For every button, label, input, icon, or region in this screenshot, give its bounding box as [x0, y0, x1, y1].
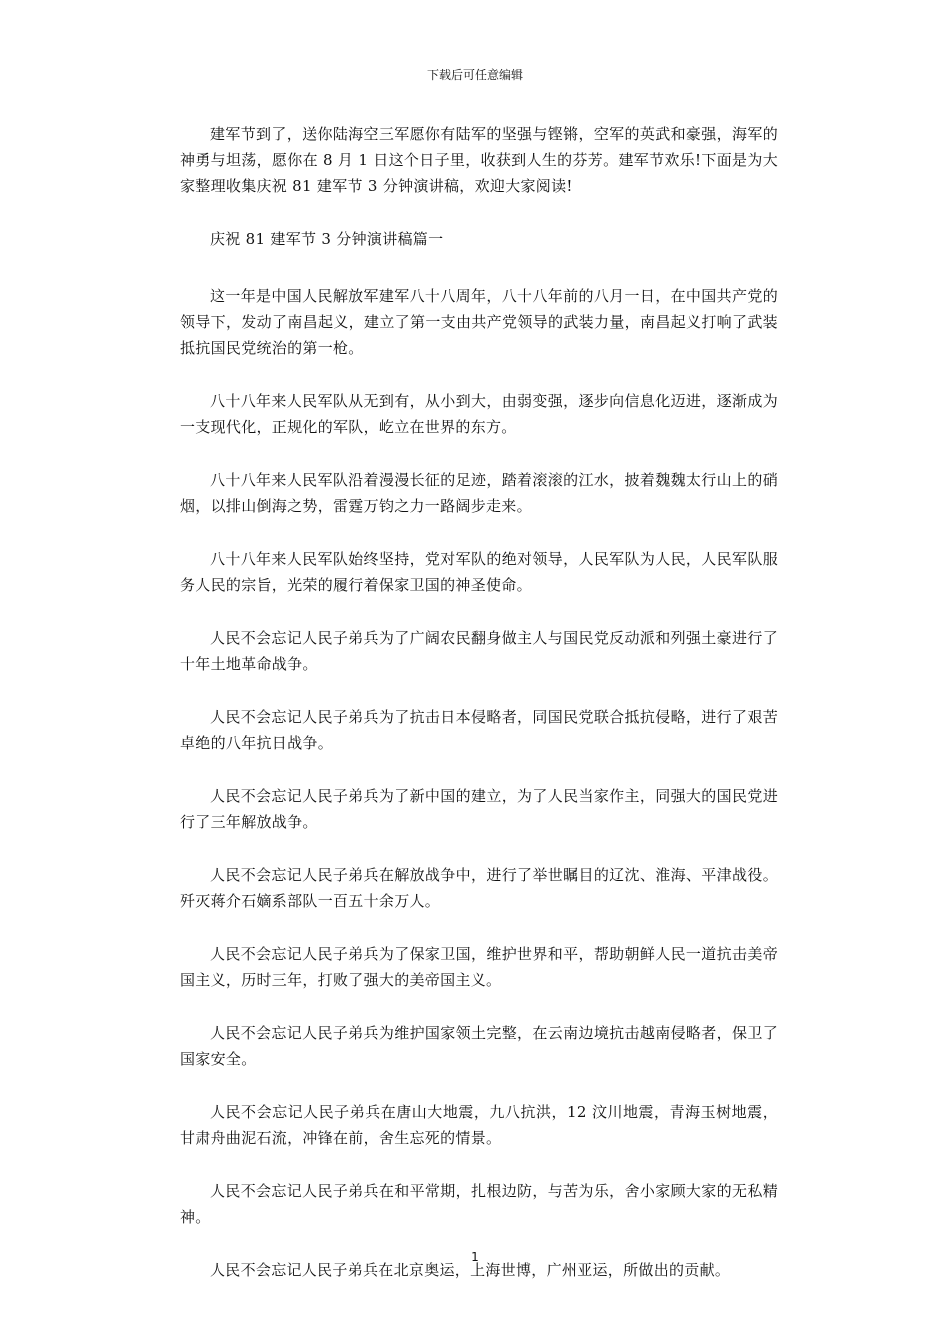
body-paragraph: 人民不会忘记人民子弟兵在唐山大地震，九八抗洪，12 汶川地震，青海玉树地震，甘肃舟曲泥石流，冲锋在前，舍生忘死的情景。	[180, 1103, 778, 1147]
body-paragraph: 人民不会忘记人民子弟兵为了广阔农民翻身做主人与国民党反动派和列强土豪进行了十年土地革命战争。	[180, 629, 778, 673]
document-body	[180, 121, 778, 1310]
body-paragraph: 八十八年来人民军队沿着漫漫长征的足迹，踏着滚滚的江水，披着魏魏太行山上的硝烟，以排山倒海之势，雷霆万钧之力一路阔步走来。	[180, 471, 778, 515]
body-paragraph: 人民不会忘记人民子弟兵为维护国家领土完整，在云南边境抗击越南侵略者，保卫了国家安全。	[180, 1024, 778, 1068]
body-paragraph: 八十八年来人民军队始终坚持，党对军队的绝对领导，人民军队为人民，人民军队服务人民的宗旨，光荣的履行着保家卫国的神圣使命。	[180, 550, 778, 594]
body-paragraph: 八十八年来人民军队从无到有，从小到大，由弱变强，逐步向信息化迈进，逐渐成为一支现代化，正规化的军队，屹立在世界的东方。	[180, 392, 778, 436]
intro-paragraph: 建军节到了，送你陆海空三军愿你有陆军的坚强与铿锵，空军的英武和豪强，海军的神勇与坦荡，愿你在 8 月 1 日这个日子里，收获到人生的芬芳。建军节欢乐!下面是为大家整理收集庆祝 81 建军节 3 分钟演讲稿，欢迎大家阅读!	[180, 125, 778, 195]
body-paragraph: 人民不会忘记人民子弟兵在和平常期，扎根边防，与苦为乐，舍小家顾大家的无私精神。	[180, 1182, 778, 1226]
body-paragraph: 人民不会忘记人民子弟兵在北京奥运，上海世博，广州亚运，所做出的贡献。	[210, 1261, 731, 1279]
body-paragraph: 人民不会忘记人民子弟兵在解放战争中，进行了举世瞩目的辽沈、淮海、平津战役。歼灭蒋介石嫡系部队一百五十余万人。	[180, 866, 778, 910]
page-number: 1	[471, 1250, 479, 1264]
body-paragraph: 这一年是中国人民解放军建军八十八周年，八十八年前的八月一日，在中国共产党的领导下，发动了南昌起义，建立了第一支由共产党领导的武装力量，南昌起义打响了武装抵抗国民党统治的第一枪。	[180, 287, 778, 357]
page-header: 下载后可任意编辑	[426, 68, 523, 82]
body-paragraph: 人民不会忘记人民子弟兵为了新中国的建立，为了人民当家作主，同强大的国民党进行了三年解放战争。	[180, 787, 778, 831]
section-heading: 庆祝 81 建军节 3 分钟演讲稿篇一	[210, 230, 444, 248]
body-paragraph: 人民不会忘记人民子弟兵为了抗击日本侵略者，同国民党联合抵抗侵略，进行了艰苦卓绝的八年抗日战争。	[180, 708, 778, 752]
body-paragraph: 人民不会忘记人民子弟兵为了保家卫国，维护世界和平，帮助朝鲜人民一道抗击美帝国主义，历时三年，打败了强大的美帝国主义。	[180, 945, 778, 989]
